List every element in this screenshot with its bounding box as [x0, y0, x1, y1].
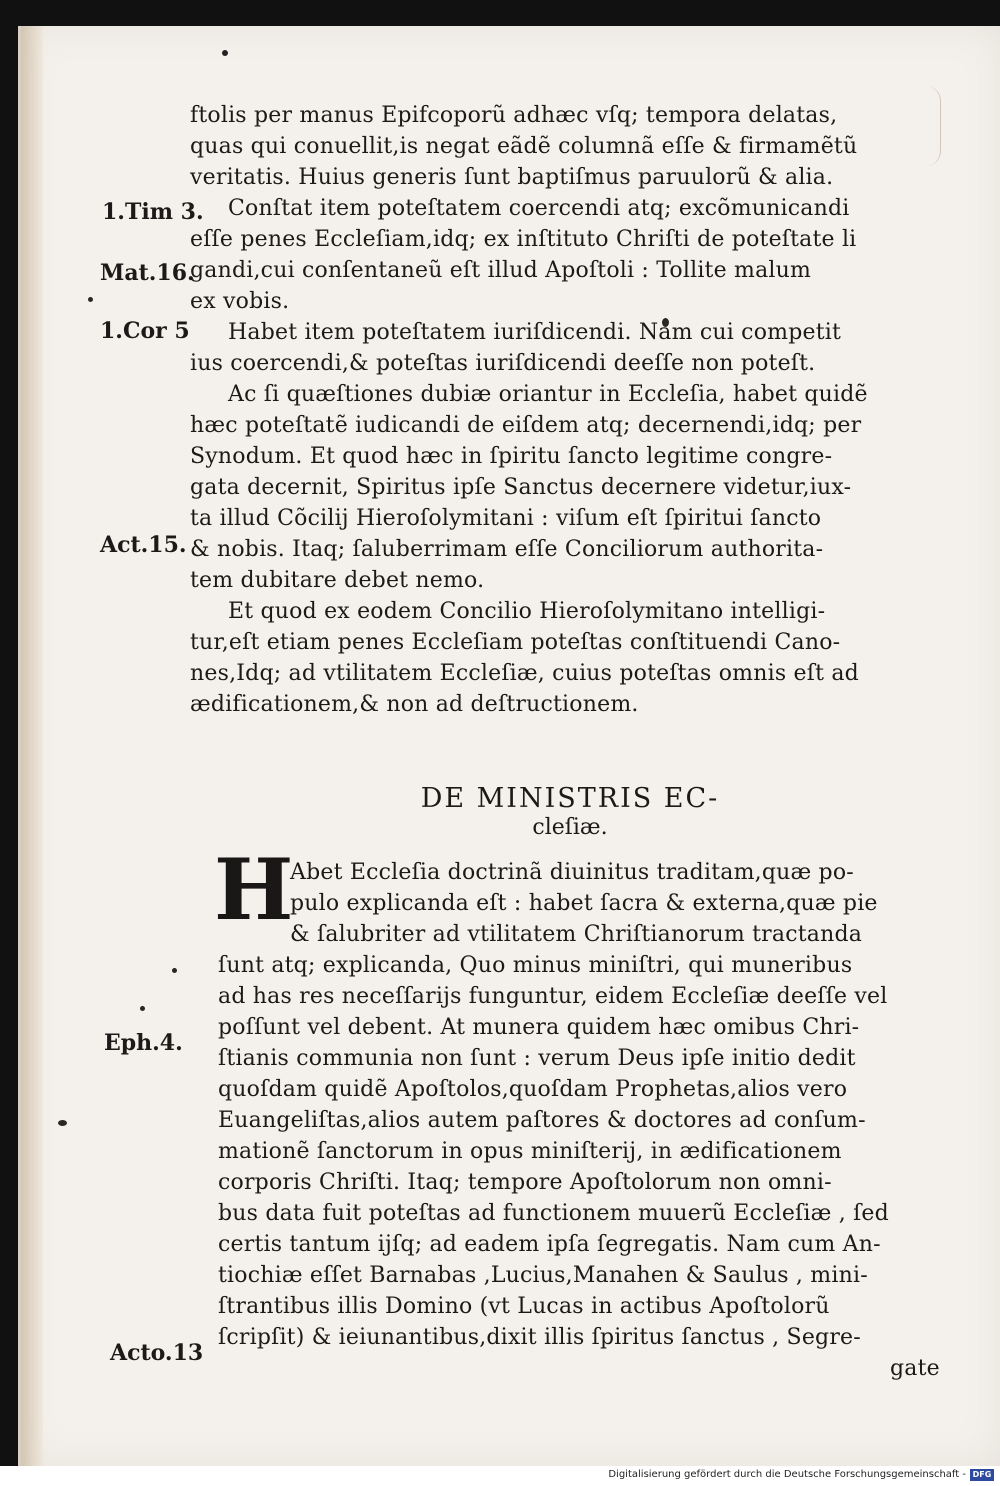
- text-line: poſſunt vel debent. At munera quidem hæc omibus Chri-: [218, 1015, 860, 1040]
- text-line: corporis Chriſti. Itaq; tempore Apoſtolorum non omni-: [218, 1170, 832, 1195]
- margin-note-tim: 1.Tim 3.: [102, 199, 204, 225]
- ink-speck: [222, 50, 228, 56]
- text-line: Conſtat item poteſtatem coercendi atq; excõmunicandi: [228, 196, 850, 221]
- text-line: ſunt atq; explicanda, Quo minus miniſtri, qui muneribus: [218, 953, 853, 978]
- margin-note-cor: 1.Cor 5: [100, 318, 190, 344]
- text-line: ad has res neceſſarijs funguntur, eidem Eccleſiæ deeſſe vel: [218, 984, 888, 1009]
- text-line: tur,eſt etiam penes Eccleſiam poteſtas conſtituendi Cano-: [190, 630, 841, 655]
- text-line: nes,Idq; ad vtilitatem Eccleſiæ, cuius poteſtas omnis eſt ad: [190, 661, 859, 686]
- text-line: ſcripſit) & ieiunantibus,dixit illis ſpiritus ſanctus , Segre-: [218, 1325, 861, 1350]
- text-line: ftolis per manus Epifcoporũ adhæc vſq; tempora delatas,: [190, 103, 838, 128]
- text-line: bus data fuit poteſtas ad functionem muuerũ Eccleſiæ , ſed: [218, 1201, 889, 1226]
- text-line: Euangeliſtas,alios autem paſtores & doctores ad conſum-: [218, 1108, 866, 1133]
- text-line: & nobis. Itaq; ſaluberrimam eſſe Conciliorum authorita-: [190, 537, 824, 562]
- text-line: Et quod ex eodem Concilio Hieroſolymitano intelligi-: [228, 599, 826, 624]
- text-line: pulo explicanda eſt : habet ſacra & externa,quæ pie: [290, 891, 878, 916]
- text-line: mationẽ ſanctorum in opus miniſterij, in ædificationem: [218, 1139, 842, 1164]
- text-line: gandi,cui conſentaneũ eſt illud Apoſtoli : Tollite malum: [190, 258, 812, 283]
- text-line: quoſdam quidẽ Apoſtolos,quoſdam Prophetas,alios vero: [218, 1077, 848, 1102]
- text-line: quas qui conuellit,is negat eãdẽ columnã eſſe & firmamẽtũ: [190, 134, 858, 159]
- margin-note-mat: Mat.16.: [100, 260, 195, 286]
- section-heading-continuation: cleſiæ.: [532, 815, 608, 840]
- text-line: Synodum. Et quod hæc in ſpiritu ſancto legitime congre-: [190, 444, 833, 469]
- dfg-logo-icon: DFG: [970, 1469, 994, 1481]
- section-heading: DE MINISTRIS EC-: [420, 783, 720, 814]
- margin-note-eph: Eph.4.: [104, 1030, 183, 1056]
- footer-bar: [0, 1466, 1000, 1486]
- ink-speck: [58, 1120, 67, 1126]
- text-line: Ac ſi quæſtiones dubiæ oriantur in Eccleſia, habet quidẽ: [228, 382, 868, 407]
- text-line: veritatis. Huius generis ſunt baptiſmus paruulorũ & alia.: [190, 165, 834, 190]
- text-line: hæc poteſtatẽ iudicandi de eiſdem atq; decernendi,idq; per: [190, 413, 862, 438]
- drop-cap-initial: H: [214, 840, 294, 939]
- text-line: ta illud Cõcilij Hieroſolymitani : viſum eſt ſpiritui ſancto: [190, 506, 822, 531]
- margin-note-acto: Acto.13: [110, 1340, 204, 1366]
- text-line: ſtrantibus illis Domino (vt Lucas in actibus Apoſtolorũ: [218, 1294, 830, 1319]
- margin-note-act: Act.15.: [100, 532, 187, 558]
- text-line: ius coercendi,& poteſtas iuriſdicendi deeſſe non poteſt.: [190, 351, 816, 376]
- text-line: ſtianis communia non ſunt : verum Deus ipſe initio dedit: [218, 1046, 856, 1071]
- text-line: ædificationem,& non ad deſtructionem.: [190, 692, 639, 717]
- text-line: tem dubitare debet nemo.: [190, 568, 485, 593]
- text-line: Abet Eccleſia doctrinã diuinitus traditam,quæ po-: [290, 860, 854, 885]
- funding-notice: Digitalisierung gefördert durch die Deutsche Forschungsgemeinschaft -: [608, 1469, 966, 1480]
- text-line: Habet item poteſtatem iuriſdicendi. Nam cui competit: [228, 320, 842, 345]
- ink-speck: [88, 297, 93, 302]
- ink-speck: [140, 1006, 145, 1011]
- text-line: gata decernit, Spiritus ipſe Sanctus decernere videtur,iux-: [190, 475, 852, 500]
- page-fold-mark: [926, 86, 941, 166]
- page-gutter-shadow: [21, 26, 43, 1466]
- ink-speck: [172, 968, 177, 973]
- text-line: ex vobis.: [190, 289, 290, 314]
- catchword: gate: [890, 1356, 940, 1381]
- text-line: certis tantum ijſq; ad eadem ipſa ſegregatis. Nam cum An-: [218, 1232, 881, 1257]
- text-line: eſſe penes Eccleſiam,idq; ex inſtituto Chriſti de poteſtate li: [190, 227, 857, 252]
- text-line: & ſalubriter ad vtilitatem Chriſtianorum tractanda: [290, 922, 863, 947]
- text-line: tiochiæ eſſet Barnabas ,Lucius,Manahen & Saulus , mini-: [218, 1263, 868, 1288]
